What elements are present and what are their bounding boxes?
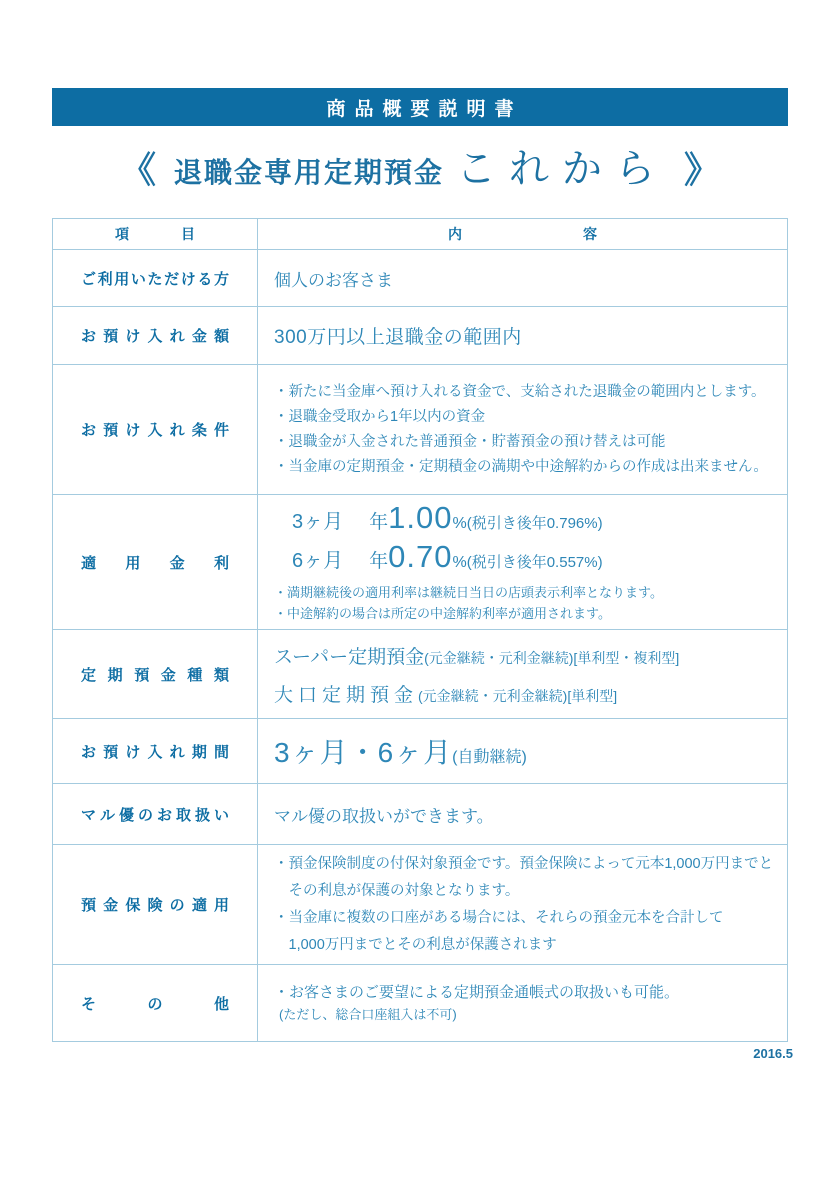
rate-note: ・中途解約の場合は所定の中途解約利率が適用されます。: [274, 606, 611, 621]
condition-item: ・当金庫の定期預金・定期積金の満期や中途解約からの作成は出来ません。: [274, 458, 768, 475]
row-deposit-types: [53, 629, 787, 718]
rate-after-tax: (税引き後年0.796%): [466, 515, 603, 532]
deposit-term-line: [274, 731, 777, 771]
row-label: お預け入れ条件: [53, 365, 258, 494]
deposit-type-large: [274, 680, 777, 707]
page-title: [0, 138, 840, 200]
document-date: 2016.5: [753, 1046, 793, 1061]
row-label: マル優のお取扱い: [53, 784, 258, 844]
row-eligible-customers: [53, 249, 787, 306]
header-item-label: 項目: [115, 226, 195, 242]
row-content: [258, 307, 787, 364]
other-text: ・お客さまのご要望による定期預金通帳式の取扱いも可能。: [274, 984, 680, 1001]
condition-item: ・新たに当金庫へ預け入れる資金で、支給された退職金の範囲内とします。: [274, 383, 766, 400]
rate-term: 6ヶ月: [292, 550, 344, 572]
header-cell-item: [53, 219, 258, 249]
row-content: [258, 965, 787, 1041]
row-label: 預金保険の適用: [53, 845, 258, 964]
deposit-type-name: スーパー定期預金: [274, 646, 425, 668]
insurance-line: その利息が保護の対象となります。: [274, 882, 520, 899]
row-content: [258, 845, 787, 964]
other-sub-note: (ただし、総合口座組入は不可): [279, 1007, 457, 1022]
rate-note: ・満期継続後の適用利率は継続日当日の店頭表示利率となります。: [274, 585, 663, 600]
rate-prefix: 年: [369, 551, 389, 572]
rate-notes: [274, 582, 777, 624]
rate-value: 0.70: [388, 539, 453, 574]
header-cell-content: [258, 219, 787, 249]
deposit-type-detail: (元金継続・元利金継続)[単利型・複利型]: [424, 649, 680, 666]
deposit-term-note: (自動継続): [452, 749, 527, 766]
condition-item: ・退職金受取から1年以内の資金: [274, 408, 486, 425]
eligible-customers-text: 個人のお客さま: [274, 270, 393, 290]
rate-percent-sign: %: [452, 515, 467, 532]
deposit-type-detail: (元金継続・元利金継続)[単利型]: [418, 687, 618, 704]
row-deposit-conditions: [53, 364, 787, 494]
row-label: お預け入れ期間: [53, 719, 258, 783]
header-content-label: 内容: [448, 226, 597, 242]
document-header-bar: [52, 88, 788, 126]
row-content: [258, 365, 787, 494]
rate-prefix: 年: [369, 512, 389, 533]
row-label: 定期預金種類: [53, 630, 258, 718]
deposit-type-name: 大口定期預金: [274, 684, 419, 706]
rate-value: 1.00: [388, 500, 453, 535]
insurance-line: ・預金保険制度の付保対象預金です。預金保険によって元本1,000万円までと: [274, 855, 774, 872]
row-label: お預け入れ金額: [53, 307, 258, 364]
deposit-amount-text: 300万円以上退職金の範囲内: [274, 327, 522, 348]
rate-term: 3ヶ月: [292, 511, 344, 533]
row-other: [53, 964, 787, 1041]
rate-percent-sign: %: [452, 554, 467, 571]
deposit-type-super: [274, 642, 777, 669]
deposit-term-main: 3ヶ月・6ヶ月: [274, 737, 453, 768]
rate-line-6month: [292, 539, 777, 575]
table-header-row: [53, 219, 787, 249]
row-content: [258, 784, 787, 844]
document-header-title: 商品概要説明書: [326, 98, 523, 120]
insurance-line: 1,000万円までとその利息が保護されます: [274, 936, 557, 953]
product-name: 退職金専用定期預金: [173, 158, 444, 189]
insurance-line: ・当金庫に複数の口座がある場合には、それらの預金元本を合計して: [274, 909, 724, 926]
rate-line-3month: [292, 500, 777, 536]
open-quote-mark: 《: [119, 150, 156, 190]
row-content: [258, 630, 787, 718]
maruyu-text: マル優の取扱いができます。: [274, 806, 494, 826]
row-content: [258, 719, 787, 783]
row-content: [258, 250, 787, 306]
brand-name: これから: [456, 146, 668, 191]
row-deposit-amount: [53, 306, 787, 364]
row-label: ご利用いただける方: [53, 250, 258, 306]
row-deposit-term: [53, 718, 787, 783]
row-deposit-insurance: [53, 844, 787, 964]
condition-item: ・退職金が入金された普通預金・貯蓄預金の預け替えは可能: [274, 433, 666, 450]
row-label: その他: [53, 965, 258, 1041]
row-maruyu-handling: [53, 783, 787, 844]
row-label: 適用金利: [53, 495, 258, 629]
rate-after-tax: (税引き後年0.557%): [466, 554, 603, 571]
close-quote-mark: 》: [684, 150, 721, 190]
spec-table: [52, 218, 788, 1042]
row-content: [258, 495, 787, 629]
row-interest-rates: [53, 494, 787, 629]
